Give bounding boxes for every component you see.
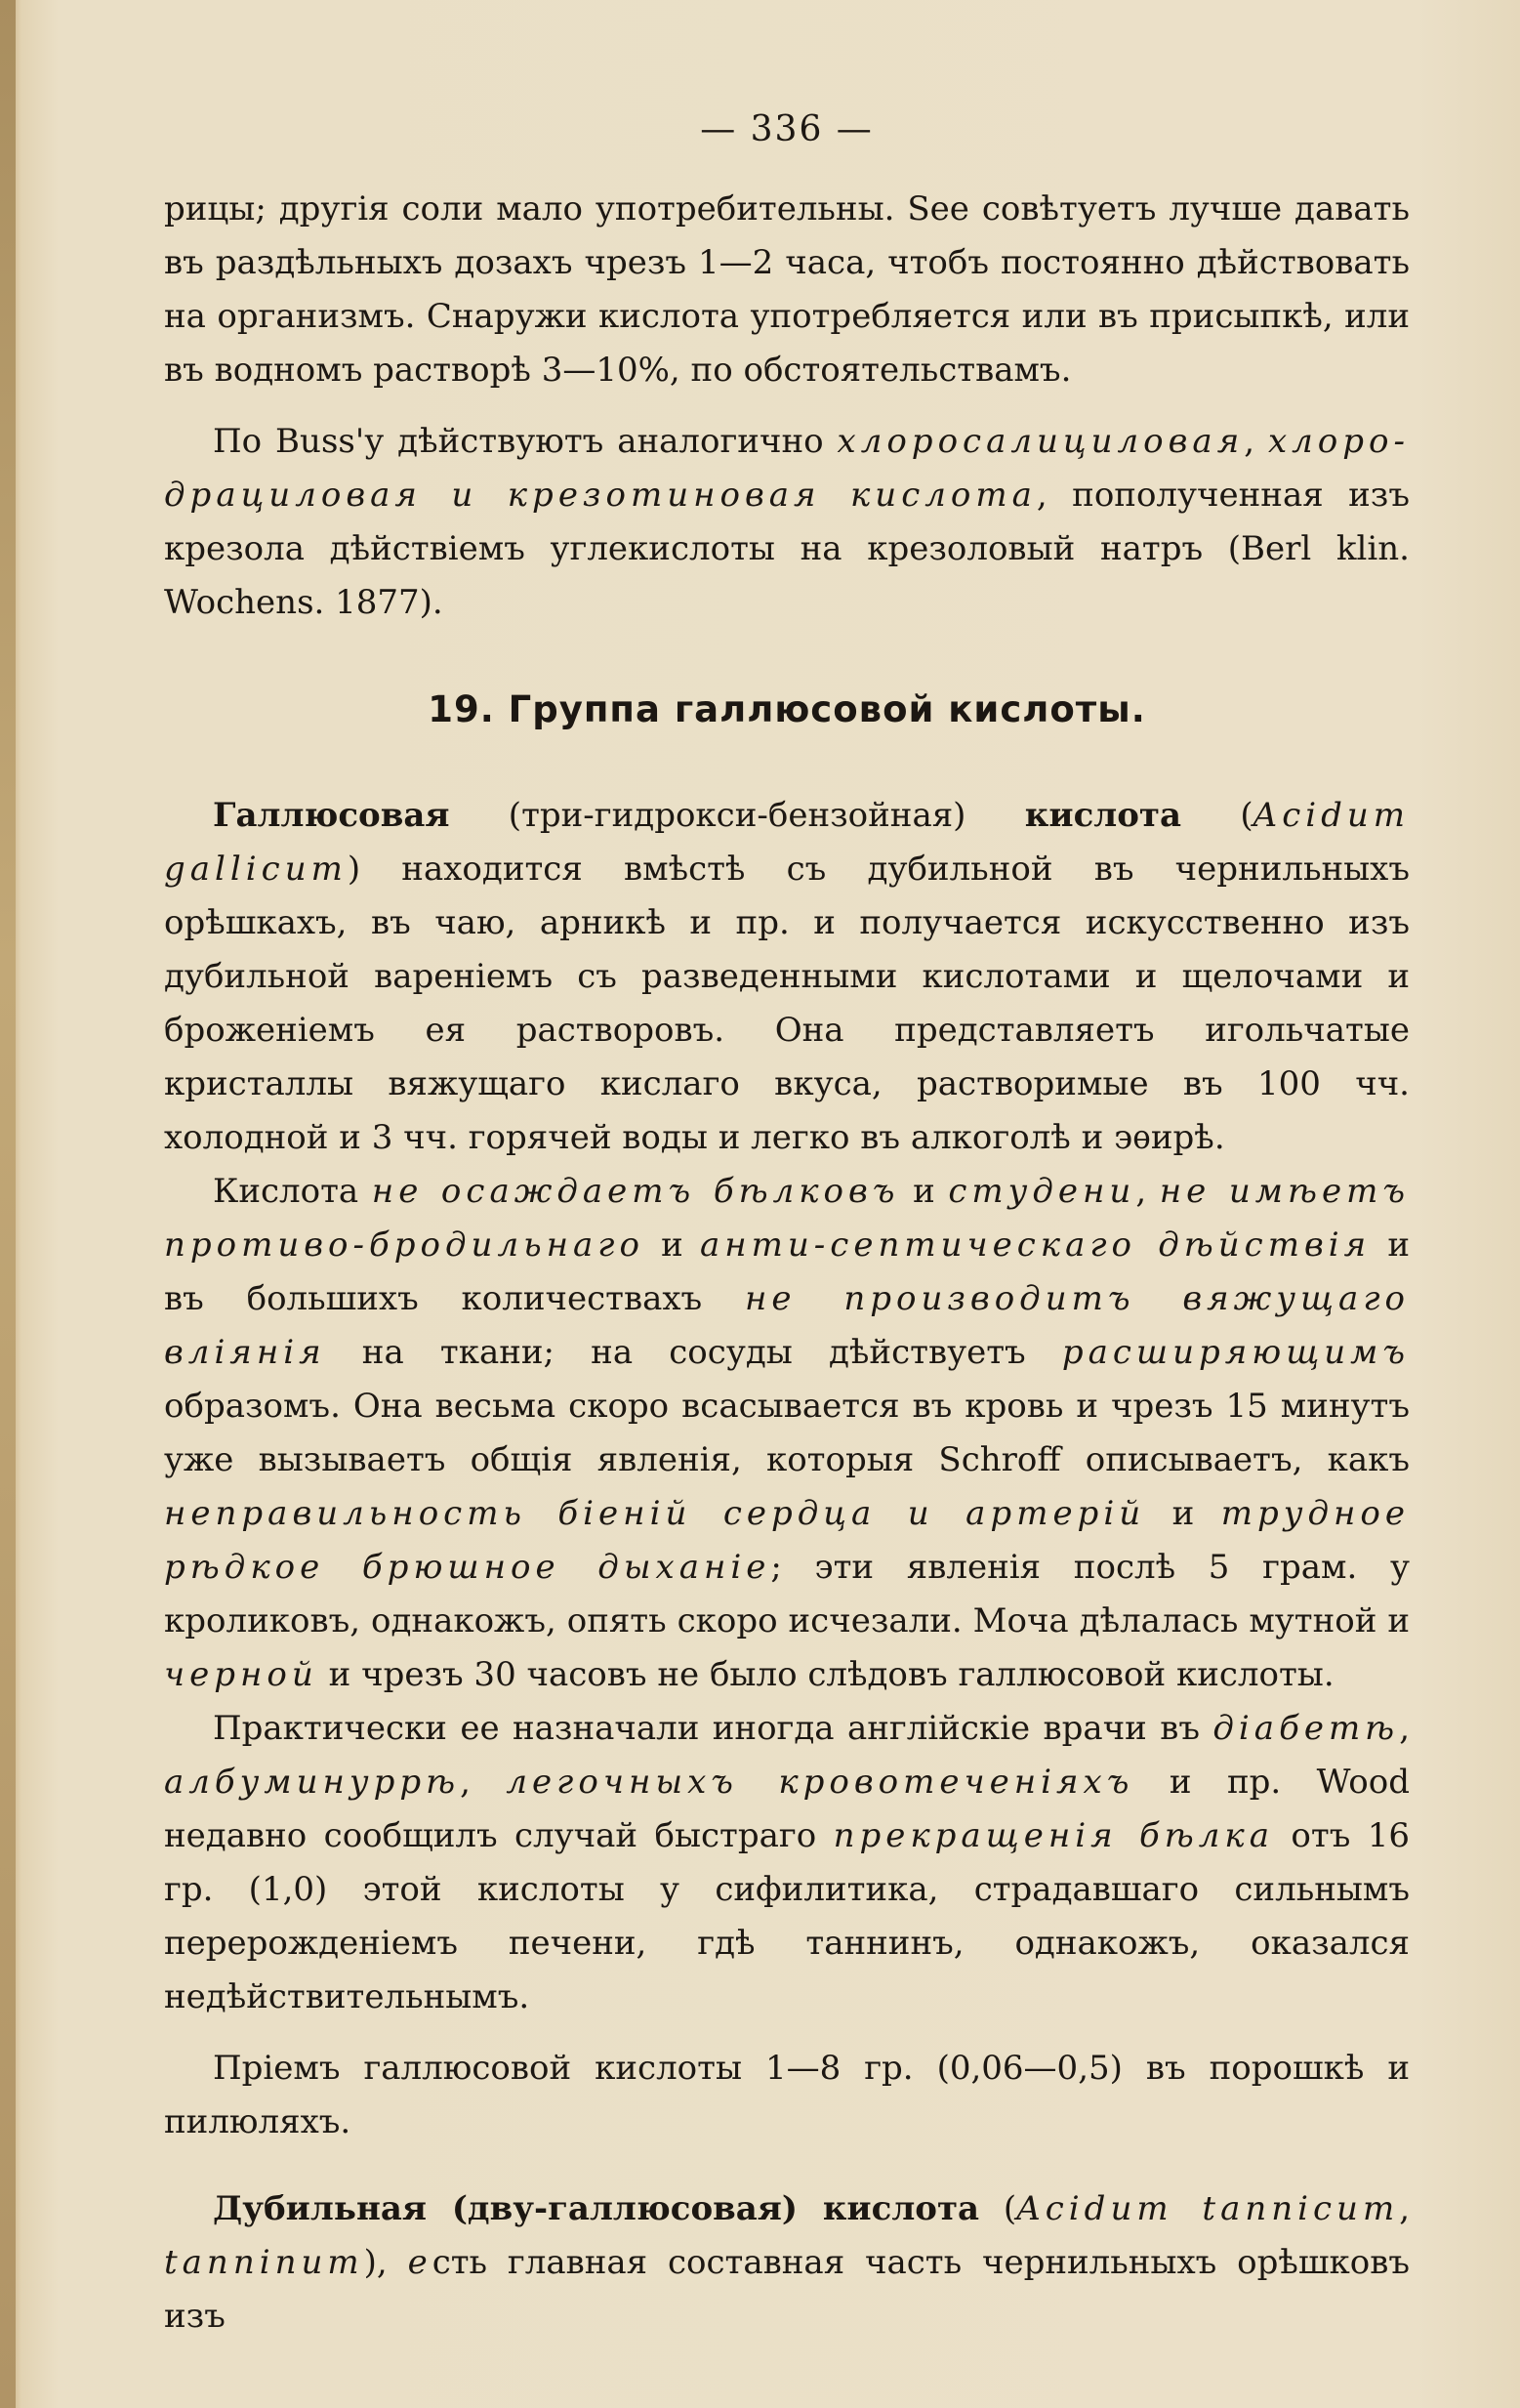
emphasis-term: е [407,2243,432,2282]
emphasis-term: не имѣетъ противо-бродильнаго [164,1172,1411,1265]
emphasis-term: расширяющимъ [1061,1333,1410,1372]
emphasis-term: не производитъ вяжущаго вліянія [164,1279,1410,1372]
emphasis-term: не осаждаетъ бѣлковъ [371,1172,900,1211]
emphasis-term: хлоро-драциловая и крезотиновая кислота [164,422,1410,515]
emphasis-term: легочныхъ кровотеченіяхъ [506,1763,1134,1802]
section-heading: 19. Группа галлюсовой кислоты. [428,688,1146,730]
page-number: — 336 — [700,109,874,149]
paragraph-dosage: Пріемъ галлюсовой кислоты 1—8 гр. (0,06—0,5) въ порошкѣ и пилюляхъ. [164,2049,1410,2141]
latin-name: tanninum [164,2243,364,2282]
emphasis-term: студени [948,1172,1136,1211]
bold-term: Дубильная (дву-галлюсовая) кислота [213,2189,980,2228]
latin-name: Acidum gallicum [164,796,1411,889]
bold-term: Галлюсовая [213,796,450,835]
paragraph-buss-analogues: По Buss'у дѣйствуютъ аналогично хлоросалициловая, хлоро-драциловая и крезотиновая кислота, пополученная изъ крезола дѣйствіемъ углекислоты на крезоловый натръ (Berl klin. Wochens. 1877). [164,422,1410,622]
emphasis-term: трудное рѣдкое брюшное дыханіе [164,1494,1411,1587]
paragraph-tannic-acid-intro: Дубильная (дву-галлюсовая) кислота (Acidum tannicum, tanninum), есть главная составная часть чернильныхъ орѣшковъ изъ [164,2189,1411,2336]
paragraph-dosage-continued: рицы; другія соли мало употребительны. See совѣтуетъ лучше давать въ раздѣльныхъ дозахъ чрезъ 1—2 часа, чтобъ постоянно дѣйствовать на организмъ. Снаружи кислота употребляется или въ присыпкѣ, или въ водномъ растворѣ 3—10%, по обстоятельствамъ. [164,189,1410,390]
emphasis-term: хлоросалициловая [837,422,1245,461]
paragraph-clinical-use: Практически ее назначали иногда англійскіе врачи въ діабетѣ, албуминуррѣ, легочныхъ кровотеченіяхъ и пр. Wood недавно сообщилъ случай быстраго прекращенія бѣлка отъ 16 гр. (1,0) этой кислоты у сифилитика, страдавшаго сильнымъ перерожденіемъ печени, гдѣ таннинъ, однакожъ, оказался недѣйствительнымъ. [164,1709,1410,2016]
bold-term: кислота [1024,796,1182,835]
emphasis-term: албуминуррѣ [164,1763,461,1802]
emphasis-term: черной [164,1655,318,1694]
page-content [164,109,1410,2344]
emphasis-term: діабетѣ [1212,1709,1400,1748]
paragraph-gallic-acid-intro: Галлюсовая (три-гидрокси-бензойная) кислота (Acidum gallicum) находится вмѣстѣ съ дубильной въ чернильныхъ орѣшкахъ, въ чаю, арникѣ и пр. и получается искусственно изъ дубильной вареніемъ съ разведенными кислотами и щелочами и броженіемъ ея растворовъ. Она представляетъ игольчатые кристаллы вяжущаго кислаго вкуса, растворимые въ 100 чч. холодной и 3 чч. горячей воды и легко въ алкоголѣ и эѳирѣ. [164,796,1411,1157]
latin-name: Acidum tannicum [1016,2189,1400,2228]
emphasis-term: анти-септическаго дѣйствія [700,1225,1372,1265]
book-spine-shadow [0,0,16,2408]
emphasis-term: прекращенія бѣлка [833,1816,1275,1855]
emphasis-term: неправильность біеній сердца и артерій [164,1494,1146,1533]
paragraph-gallic-acid-action: Кислота не осаждаетъ бѣлковъ и студени, не имѣетъ противо-бродильнаго и анти-септическаго дѣйствія и въ большихъ количествахъ не производитъ вяжущаго вліянія на ткани; на сосуды дѣйствуетъ расширяющимъ образомъ. Она весьма скоро всасывается въ кровь и чрезъ 15 минутъ уже вызываетъ общія явленія, которыя Schroff описываетъ, какъ неправильность біеній сердца и артерій и трудное рѣдкое брюшное дыханіе; эти явленія послѣ 5 грам. у кроликовъ, однакожъ, опять скоро исчезали. Моча дѣлалась мутной и черной и чрезъ 30 часовъ не было слѣдовъ галлюсовой кислоты. [164,1172,1411,1694]
